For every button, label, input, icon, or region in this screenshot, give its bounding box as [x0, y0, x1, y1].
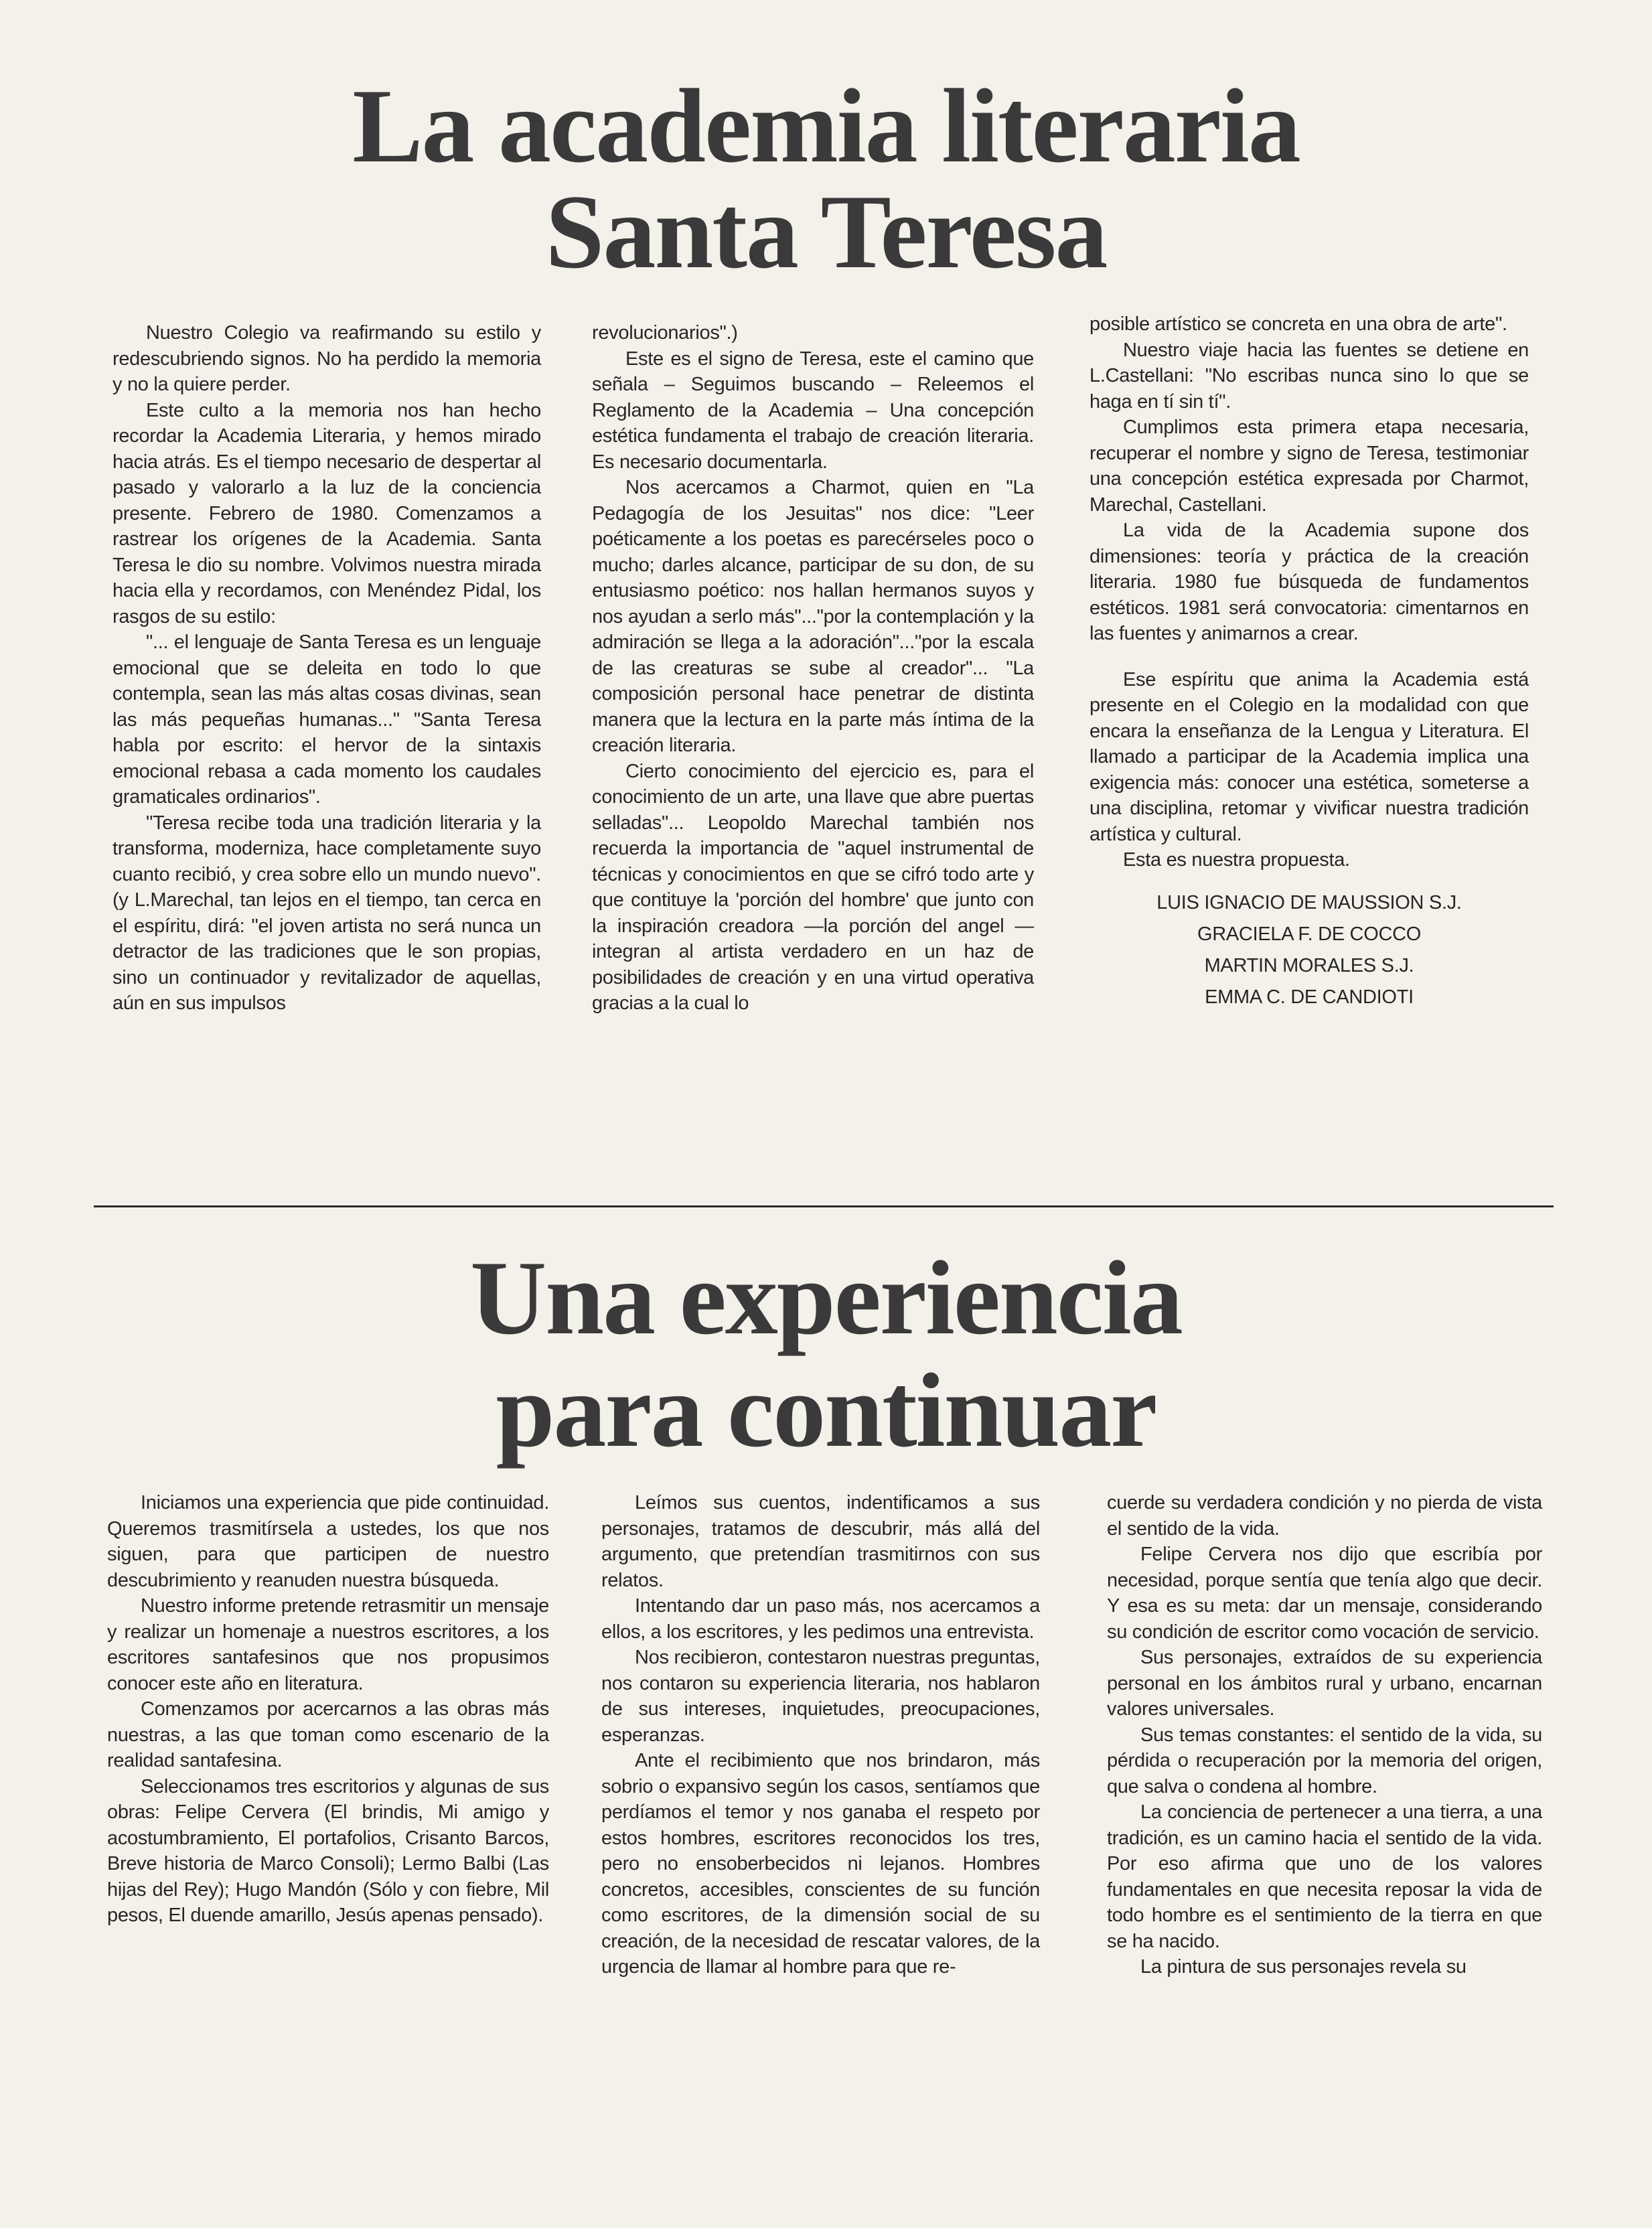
article2-column1 — [107, 1490, 549, 1929]
article1-column1 — [112, 320, 541, 1017]
paragraph: Sus personajes, extraídos de su experiencia personal en los ámbitos rural y urbano, encarnan valores universales. — [1107, 1647, 1542, 1720]
signature: LUIS IGNACIO DE MAUSSION S.J. — [1156, 891, 1462, 913]
article2-title-line1: Una experiencia — [470, 1240, 1182, 1357]
signature: EMMA C. DE CANDIOTI — [1205, 986, 1414, 1008]
paragraph: La vida de la Academia supone dos dimensiones: teoría y práctica de la creación literaria. 1980 fue búsqueda de fundamentos estéticos. 1981 será convocatoria: cimentarnos en las fuentes y animarnos a crear. — [1090, 520, 1529, 644]
section-divider — [94, 1205, 1554, 1207]
paragraph: Cierto conocimiento del ejercicio es, para el conocimiento de un arte, una llave que abre puertas selladas"... Leopoldo Marechal también nos recuerda la importancia de "aquel instrumental de técnicas y conocimientos en que se cifró todo arte y que contituye la 'porción del hombre' que junto con la inspiración creadora —la porción del angel — integran al artista verdadero en un haz de posibilidades de creación y en una virtud operativa gracias a la cual lo — [592, 760, 1034, 1014]
paragraph: Leímos sus cuentos, indentificamos a sus personajes, tratamos de descubrir, más allá del argumento, que pretendían trasmitirnos con sus relatos. — [601, 1492, 1040, 1591]
article2-title-line2: para continuar — [496, 1352, 1156, 1469]
paragraph: "Teresa recibe toda una tradición literaria y la transforma, moderniza, hace completamente suyo cuanto recibió, y crea sobre ello un mundo nuevo". (y L.Marechal, tan lejos en el tiempo, tan cerca en el espíritu, dirá: "el joven artista no será nunca un detractor de las tradiciones que le son propias, sino un continuador y revitalizador de aquellas, aún en sus impulsos — [112, 812, 541, 1014]
paragraph: Este culto a la memoria nos han hecho recordar la Academia Literaria, y hemos mirado hacia atrás. Es el tiempo necesario de despertar al pasado y valorarlo a la luz de la conciencia presente. Febrero de 1980. Comenzamos a rastrear los orígenes de la Academia. Santa Teresa le dio su nombre. Volvimos nuestra mirada hacia ella y recordamos, con Menéndez Pidal, los rasgos de su estilo: — [112, 399, 541, 627]
paragraph: Sus temas constantes: el sentido de la vida, su pérdida o recuperación por la memoria del origen, que salva o condena al hombre. — [1107, 1724, 1542, 1797]
paragraph: Ese espíritu que anima la Academia está presente en el Colegio en la modalidad con que encara la enseñanza de la Lengua y Literatura. El llamado a participar de la Academia implica una exigencia más: conocer una estética, someterse a una disciplina, retomar y vivificar nuestra tradición artística y cultural. — [1090, 668, 1529, 845]
spacer — [1090, 647, 1529, 667]
paragraph: Nuestro informe pretende retrasmitir un mensaje y realizar un homenaje a nuestros escritores, a los escritores santafesinos que nos propusimos conocer este año en literatura. — [107, 1595, 549, 1694]
paragraph: Iniciamos una experiencia que pide continuidad. Queremos trasmitírsela a ustedes, los que nos siguen, para que participen de nuestro descubrimiento y reanuden nuestra búsqueda. — [107, 1492, 549, 1591]
paragraph: Seleccionamos tres escritorios y algunas de sus obras: Felipe Cervera (El brindis, Mi amigo y acostumbramiento, El portafolios, Crisanto Barcos, Breve historia de Marco Consoli); Lermo Balbi (Las hijas del Rey); Hugo Mandón (Sólo y con fiebre, Mil pesos, El duende amarillo, Jesús apenas pensado). — [107, 1775, 549, 1926]
paragraph: Felipe Cervera nos dijo que escribía por necesidad, porque sentía que tenía algo que decir. Y esa es su meta: dar un mensaje, considerando su condición de escritor como vocación de servicio. — [1107, 1544, 1542, 1643]
article1-headline — [0, 68, 1652, 291]
paragraph: Comenzamos por acercarnos a las obras más nuestras, a las que toman como escenario de la realidad santafesina. — [107, 1698, 549, 1771]
paragraph: Esta es nuestra propuesta. — [1123, 849, 1350, 871]
paragraph: Nuestro Colegio va reafirmando su estilo y redescubriendo signos. No ha perdido la memoria y no la quiere perder. — [112, 322, 541, 395]
paragraph: Cumplimos esta primera etapa necesaria, recuperar el nombre y signo de Teresa, testimoniar una concepción estética expresada por Charmot, Marechal, Castellani. — [1090, 417, 1529, 516]
article2-column3 — [1107, 1490, 1542, 1980]
paragraph: Nuestro viaje hacia las fuentes se detiene en L.Castellani: "No escribas nunca sino lo que se haga en tí sin tí". — [1090, 339, 1529, 413]
paragraph: revolucionarios".) — [592, 322, 738, 344]
signature: MARTIN MORALES S.J. — [1204, 954, 1414, 976]
spacer — [1090, 873, 1529, 885]
paragraph: "... el lenguaje de Santa Teresa es un lenguaje emocional que se deleita en todo lo que contempla, sean las más altas cosas divinas, sean las más pequeñas humanas..." "Santa Teresa habla por escrito: el hervor de la sintaxis emocional rebasa a cada momento los caudales gramaticales ordinarios". — [112, 632, 541, 808]
article1-title-line1: La academia literaria — [352, 68, 1300, 185]
paragraph: Ante el recibimiento que nos brindaron, más sobrio o expansivo según los casos, sentíamos que perdíamos el temor y nos ganaba el respeto por estos hombres, escritores reconocidos los tres, pero no ensoberbecidos ni lejanos. Hombres concretos, accesibles, conscientes de su función como escritores, de la dimensión social de su creación, de la necesidad de rescatar valores, de la urgencia de llamar al hombre para que re- — [601, 1750, 1040, 1978]
signature: GRACIELA F. DE COCCO — [1197, 923, 1421, 945]
paragraph: Nos recibieron, contestaron nuestras preguntas, nos contaron su experiencia literaria, nos hablaron de sus intereses, inquietudes, preocupaciones, esperanzas. — [601, 1647, 1040, 1746]
article1-column2 — [592, 320, 1034, 1017]
article1-title-line2: Santa Teresa — [545, 173, 1107, 291]
paragraph: Intentando dar un paso más, nos acercamos a ellos, a los escritores, y les pedimos una entrevista. — [601, 1595, 1040, 1643]
paragraph: Nos acercamos a Charmot, quien en "La Pedagogía de los Jesuitas" nos dice: "Leer poéticamente a los poetas es parecérseles poco o mucho; darles alcance, participar de su don, de su entusiasmo poético: nos hallan hermanos suyos y nos ayudan a serlo más"..."por la contemplación y la admiración se llega a la adoración"..."por la escala de las creaturas se sube al creador"... "La composición personal hace penetrar de distinta manera que la lectura en la parte más íntima de la creación literaria. — [592, 477, 1034, 756]
paragraph: cuerde su verdadera condición y no pierda de vista el sentido de la vida. — [1107, 1492, 1542, 1540]
paragraph: posible artístico se concreta en una obra de arte". — [1090, 313, 1507, 335]
paragraph: La pintura de sus personajes revela su — [1140, 1956, 1467, 1978]
article2-column2 — [601, 1490, 1040, 1980]
paragraph: La conciencia de pertenecer a una tierra, a una tradición, es un camino hacia el sentido de la vida. Por eso afirma que uno de los valores fundamentales en que necesita reposar la vida de todo hombre es el sentimiento de la tierra en que se ha nacido. — [1107, 1801, 1542, 1952]
article2-headline — [0, 1242, 1652, 1467]
article1-column3 — [1090, 311, 1529, 1011]
paragraph: Este es el signo de Teresa, este el camino que señala – Seguimos buscando – Releemos el Reglamento de la Academia – Una concepción estética fundamenta el trabajo de creación literaria. Es necesario documentarla. — [592, 348, 1034, 473]
